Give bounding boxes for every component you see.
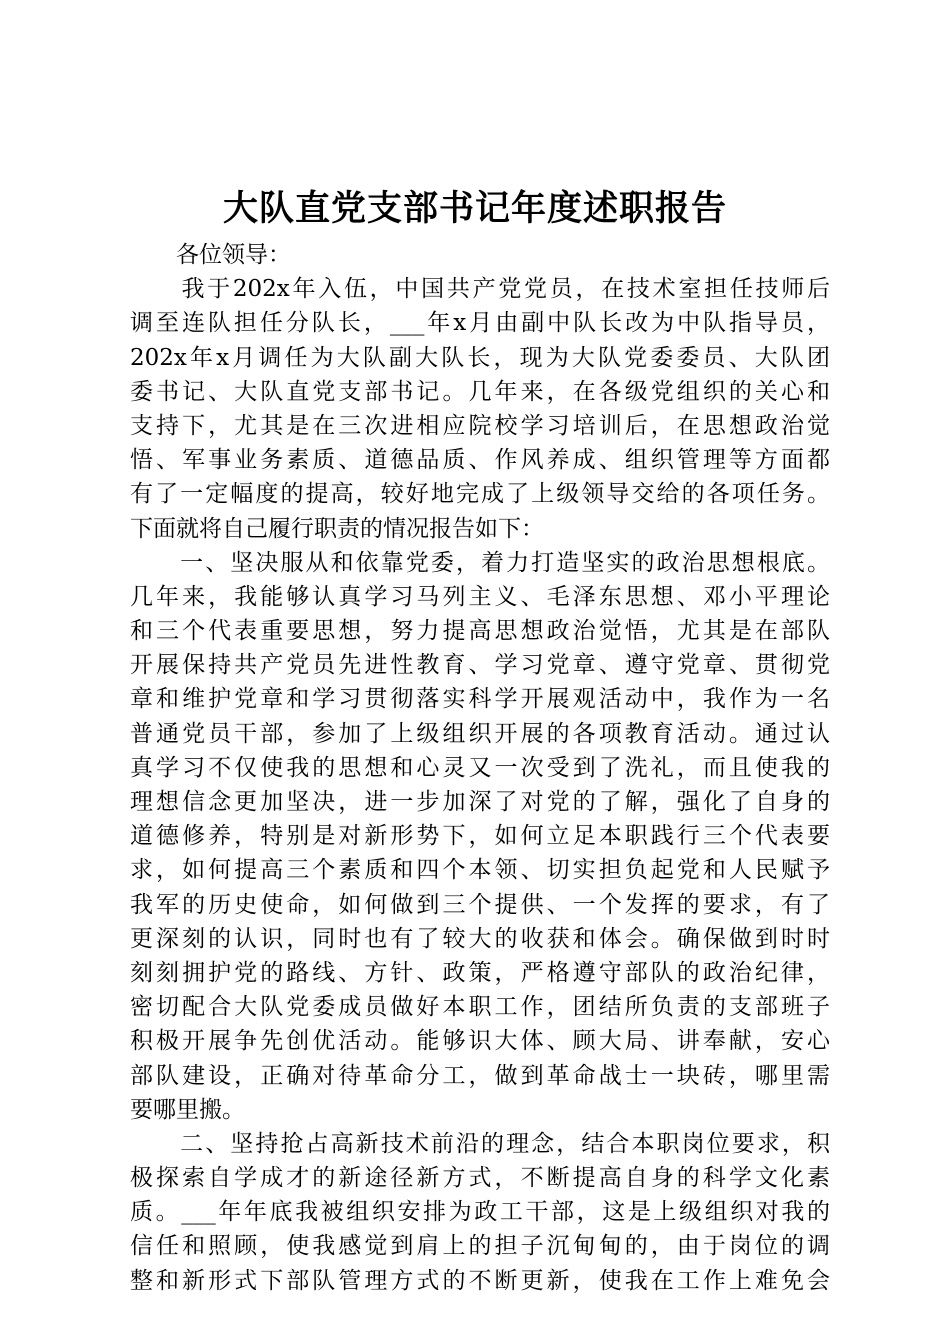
body-text-line: 我军的历史使命，如何做到三个提供、一个发挥的要求，有了 [130, 891, 830, 918]
body-text-line: 下面就将自己履行职责的情况报告如下： [130, 515, 544, 542]
body-text-line: 要哪里搬。 [130, 1096, 245, 1123]
body-text-line: 几年来，我能够认真学习马列主义、毛泽东思想、邓小平理论 [130, 583, 830, 610]
document-title: 大队直党支部书记年度述职报告 [222, 188, 727, 229]
document-body [130, 238, 830, 1298]
body-text-line: 我于202x年入伍，中国共产党党员，在技术室担任技师后 [130, 276, 830, 303]
body-text-line: 开展保持共产党员先进性教育、学习党章、遵守党章、贯彻党 [130, 652, 830, 679]
body-text-line: 普通党员干部，参加了上级组织开展的各项教育活动。通过认 [130, 720, 830, 747]
body-text-line: 202x年x月调任为大队副大队长，现为大队党委委员、大队团 [130, 344, 830, 371]
body-text-line: 刻刻拥护党的路线、方针、政策，严格遵守部队的政治纪律， [130, 959, 830, 986]
body-text-line: 更深刻的认识，同时也有了较大的收获和体会。确保做到时时 [130, 925, 830, 952]
body-text-line: 调至连队担任分队长，___年x月由副中队长改为中队指导员， [130, 310, 830, 337]
body-text-line: 理想信念更加坚决，进一步加深了对党的了解，强化了自身的 [130, 789, 830, 815]
body-text-line: 整和新形式下部队管理方式的不断更新，使我在工作上难免会 [130, 1267, 830, 1294]
body-text-line: 各位领导： [130, 242, 291, 268]
body-text-line: 支持下，尤其是在三次进相应院校学习培训后，在思想政治觉 [130, 412, 830, 439]
body-text-line: 积极开展争先创优活动。能够识大体、顾大局、讲奉献，安心 [130, 1028, 830, 1055]
body-text-line: 求，如何提高三个素质和四个本领、切实担负起党和人民赋予 [130, 857, 830, 884]
body-text-line: 一、坚决服从和依靠党委，着力打造坚实的政治思想根底。 [130, 549, 830, 576]
body-text-line: 道德修养，特别是对新形势下，如何立足本职践行三个代表要 [130, 823, 830, 850]
body-text-line: 密切配合大队党委成员做好本职工作，团结所负责的支部班子 [130, 994, 830, 1021]
body-text-line: 和三个代表重要思想，努力提高思想政治觉悟，尤其是在部队 [130, 618, 830, 645]
body-text-line: 二、坚持抢占高新技术前沿的理念，结合本职岗位要求，积 [130, 1130, 830, 1157]
body-text-line: 章和维护党章和学习贯彻落实科学开展观活动中，我作为一名 [130, 686, 830, 713]
body-text-line: 有了一定幅度的提高，较好地完成了上级领导交给的各项任务。 [130, 481, 830, 508]
body-text-line: 悟、军事业务素质、道德品质、作风养成、组织管理等方面都 [130, 447, 830, 474]
body-text-line: 信任和照顾，使我感觉到肩上的担子沉甸甸的，由于岗位的调 [130, 1233, 830, 1260]
body-text-line: 部队建设，正确对待革命分工，做到革命战士一块砖，哪里需 [130, 1062, 830, 1089]
body-text-line: 真学习不仅使我的思想和心灵又一次受到了洗礼，而且使我的 [130, 754, 830, 781]
body-text-line: 极探索自学成才的新途径新方式，不断提高自身的科学文化素 [130, 1165, 830, 1192]
body-text-line: 质。___年年底我被组织安排为政工干部，这是上级组织对我的 [130, 1199, 830, 1226]
body-text-line: 委书记、大队直党支部书记。几年来，在各级党组织的关心和 [130, 378, 830, 405]
